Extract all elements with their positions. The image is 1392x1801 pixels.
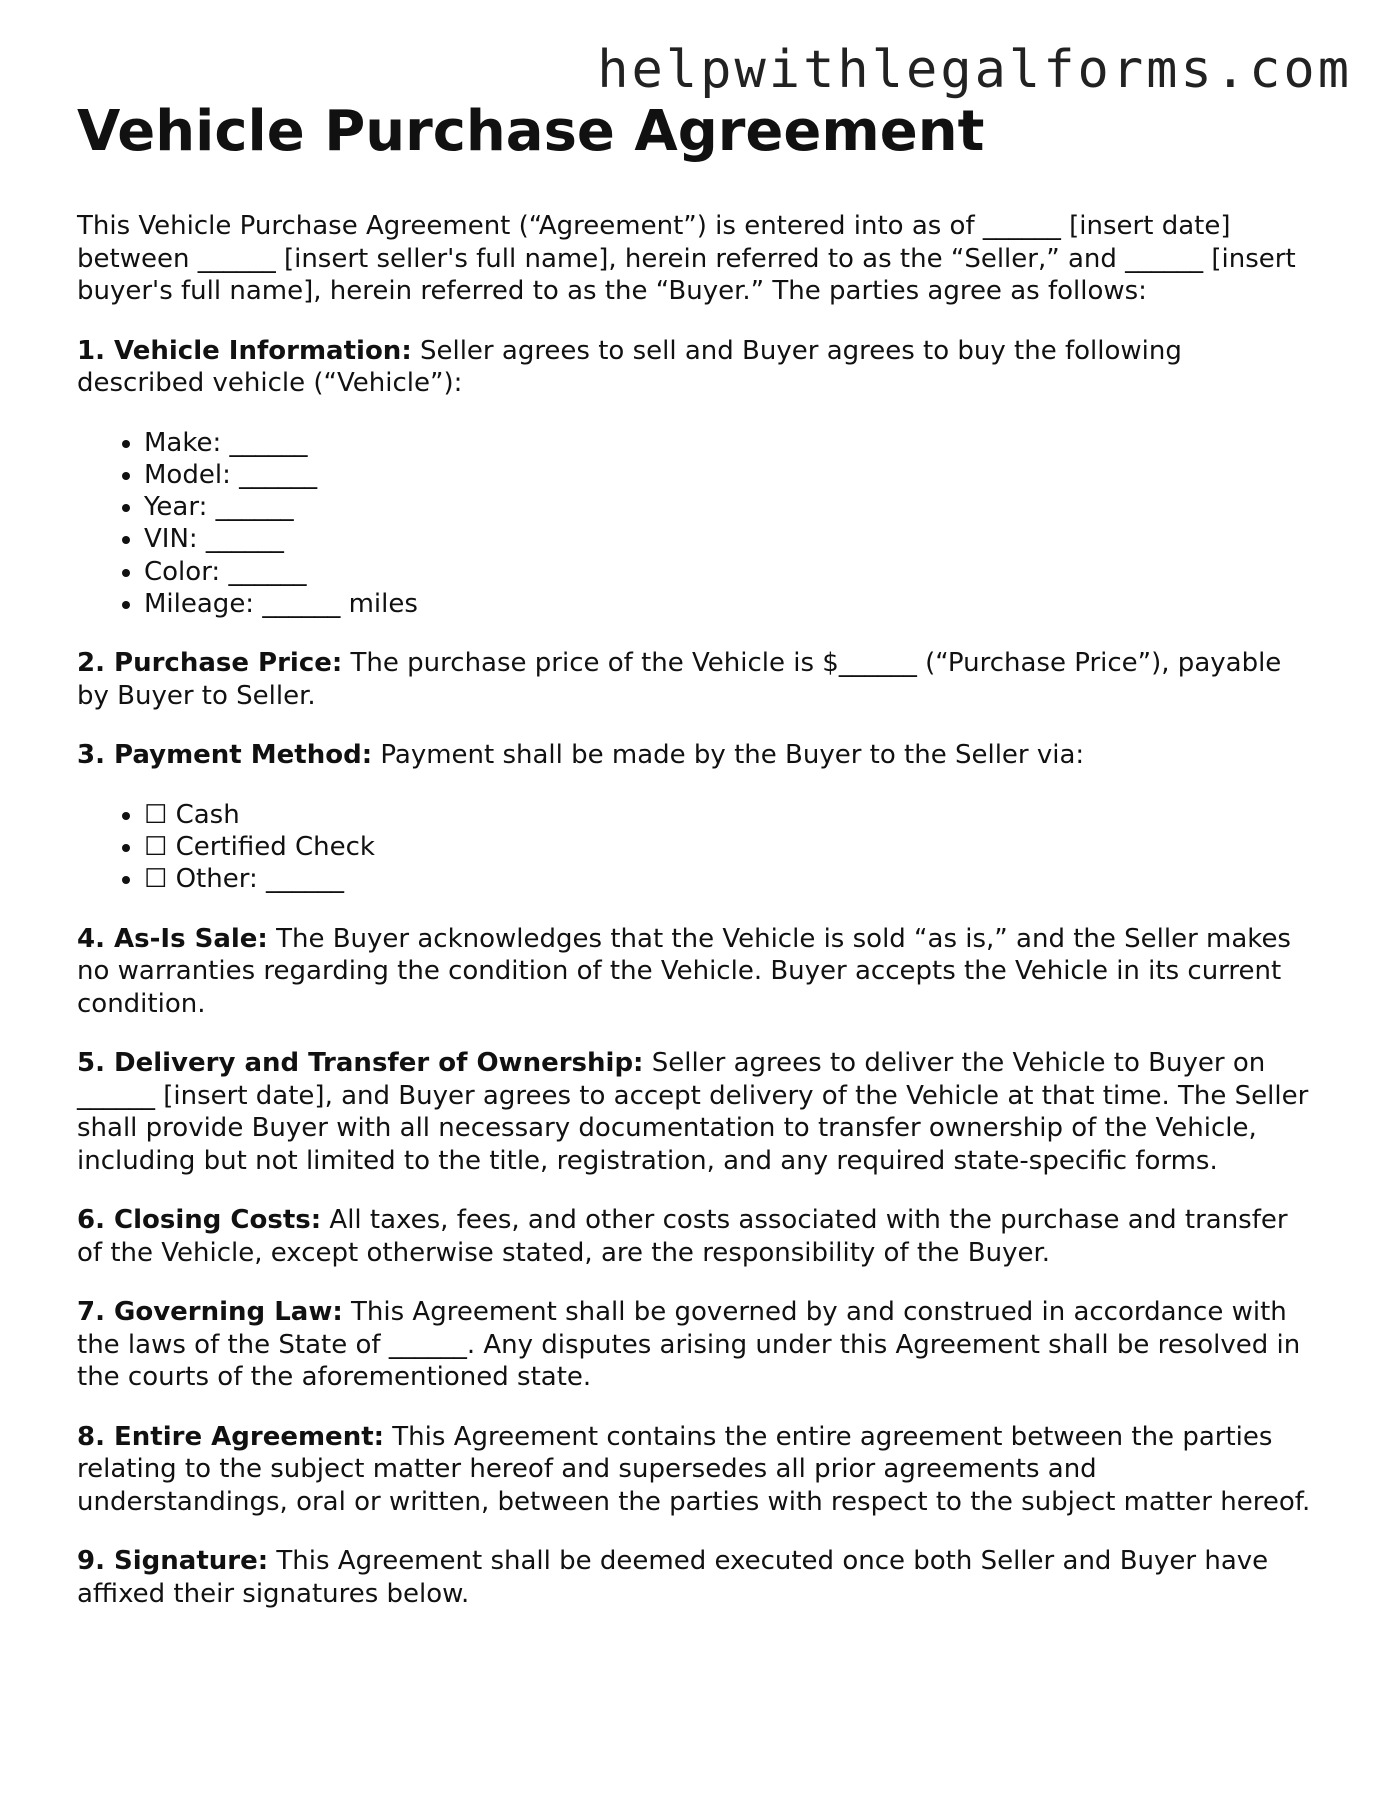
list-item-model: • Model: ______ — [144, 459, 1312, 491]
section-heading: 3. Payment Method: — [77, 740, 373, 771]
checkbox-other[interactable]: • ☐ Other: ______ — [144, 863, 1312, 895]
section-text: This Agreement shall be deemed executed once both Seller and Buyer have affixed their signatures below. — [77, 1546, 1269, 1609]
section-text: The purchase price of the Vehicle is $______ (“Purchase Price”), payable by Buyer to Seller. — [77, 648, 1282, 711]
section-vehicle-information — [77, 335, 1312, 400]
checkbox-cash[interactable]: • ☐ Cash — [144, 799, 1312, 831]
section-heading: 8. Entire Agreement: — [77, 1421, 385, 1452]
section-purchase-price — [77, 647, 1312, 712]
section-text: This Agreement shall be governed by and construed in accordance with the laws of the State of ______. Any disputes arising under this Agreement shall be resolved in the courts of the aforementioned state. — [77, 1297, 1301, 1393]
section-heading: 2. Purchase Price: — [77, 648, 343, 679]
checkbox-certified-check[interactable]: • ☐ Certified Check — [144, 831, 1312, 863]
section-signature — [77, 1545, 1312, 1610]
site-watermark: helpwithlegalforms.com — [597, 40, 1352, 100]
section-governing-law — [77, 1296, 1312, 1394]
document-page — [77, 98, 1312, 1637]
list-item-vin: • VIN: ______ — [144, 523, 1312, 555]
vehicle-details-list — [77, 427, 1312, 621]
document-title: Vehicle Purchase Agreement — [77, 99, 985, 164]
section-as-is-sale — [77, 923, 1312, 1021]
section-text: The Buyer acknowledges that the Vehicle is sold “as is,” and the Seller makes no warranties regarding the condition of the Vehicle. Buyer accepts the Vehicle in its current condition. — [77, 923, 1291, 1019]
section-heading: 5. Delivery and Transfer of Ownership: — [77, 1048, 644, 1079]
list-item-color: • Color: ______ — [144, 556, 1312, 588]
section-text: Seller agrees to deliver the Vehicle to Buyer on ______ [insert date], and Buyer agrees to accept delivery of the Vehicle at that time. The Seller shall provide Buyer with all necessary documentation to transfer ownership of the Vehicle, including but not limited to the title, registration, and any required state-specific forms. — [77, 1048, 1309, 1176]
section-heading: 9. Signature: — [77, 1546, 269, 1577]
section-payment-method — [77, 739, 1312, 772]
section-heading: 1. Vehicle Information: — [77, 335, 412, 366]
list-item-year: • Year: ______ — [144, 491, 1312, 523]
section-heading: 4. As-Is Sale: — [77, 923, 268, 954]
section-entire-agreement — [77, 1421, 1312, 1519]
section-text: All taxes, fees, and other costs associated with the purchase and transfer of the Vehicle, except otherwise stated, are the responsibility of the Buyer. — [77, 1205, 1288, 1268]
payment-options-list — [77, 799, 1312, 896]
section-delivery-transfer — [77, 1047, 1312, 1177]
section-heading: 6. Closing Costs: — [77, 1205, 322, 1236]
list-item-make: • Make: ______ — [144, 427, 1312, 459]
intro-paragraph: This Vehicle Purchase Agreement (“Agreement”) is entered into as of ______ [insert date] between ______ [insert seller's full name], herein referred to as the “Seller,” and ______ [insert buyer's full name], herein referred to as the “Buyer.” The parties agree as follows: — [77, 211, 1296, 306]
list-item-mileage: • Mileage: ______ miles — [144, 588, 1312, 620]
section-text: Seller agrees to sell and Buyer agrees to buy the following described vehicle (“Vehicle”): — [77, 335, 1182, 398]
section-closing-costs — [77, 1204, 1312, 1269]
section-heading: 7. Governing Law: — [77, 1297, 343, 1328]
section-text: Payment shall be made by the Buyer to the Seller via: — [372, 740, 1085, 771]
section-text: This Agreement contains the entire agreement between the parties relating to the subject matter hereof and supersedes all prior agreements and understandings, oral or written, between the parties with respect to the subject matter hereof. — [77, 1421, 1311, 1517]
